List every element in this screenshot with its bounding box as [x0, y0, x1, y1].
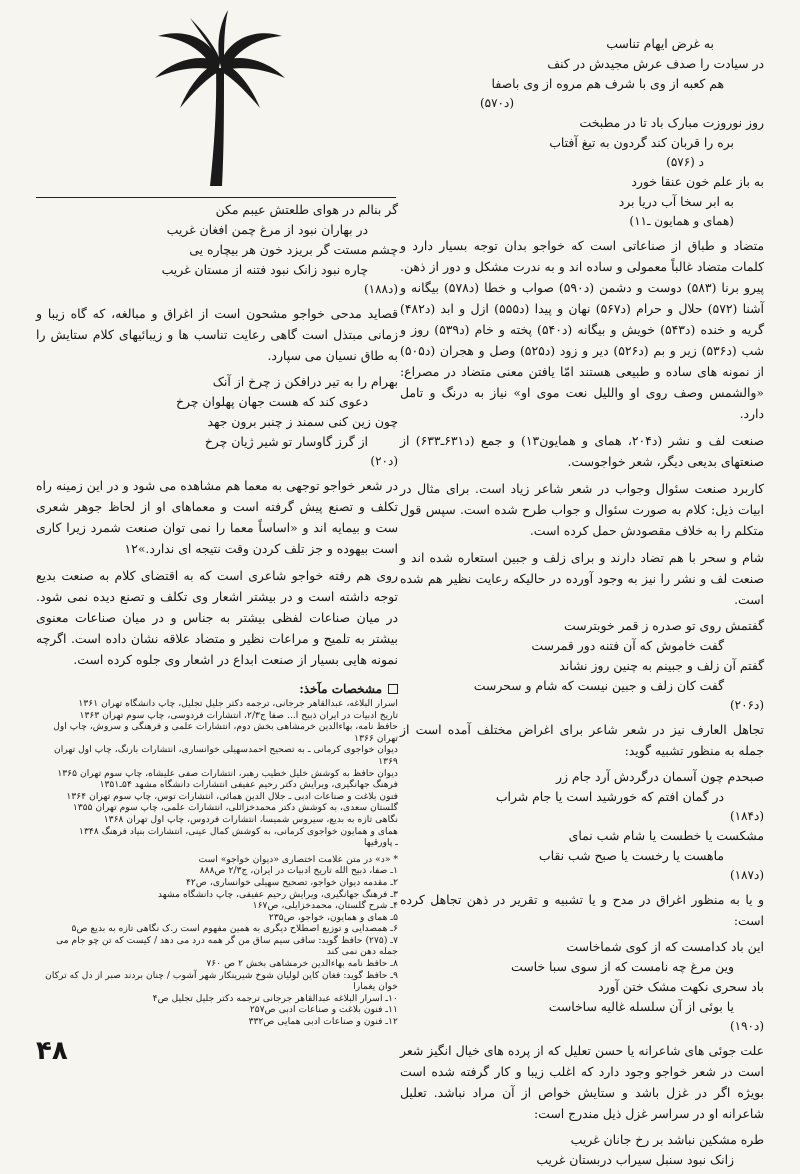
- verse-line: باد سحری نکهت مشک ختن آورد: [597, 979, 764, 994]
- column-divider-rule: [36, 197, 396, 198]
- verse-reference: (د۱۹۰): [729, 1019, 764, 1033]
- verse-line: به غرض ایهام تناسب: [606, 36, 714, 51]
- verse-line: زانک نبود سنبل سیراب دربستان غریب: [536, 1152, 734, 1167]
- reference-item: اسرار البلاغه، عبدالقاهر جرجانی، ترجمه دکتر جلیل تجلیل، چاپ دانشگاه تهران ۱۳۶۱: [78, 698, 398, 709]
- verse-line: به ابر سخا آب دریا برد: [618, 194, 734, 209]
- verse-reference: (د۲۰): [370, 454, 398, 468]
- footnote-item: * «د» در متن علامت اختصاری «دیوان خواجو» است: [198, 853, 398, 865]
- paragraph: شام و سحر با هم تضاد دارند و برای زلف و جبین استعاره شده اند و صنعت لف و نشر را نیز به وجود آورده در حالیکه رعایت نظیر هم شده است.: [400, 550, 764, 607]
- footnote-item: ۳ـ فرهنگ جهانگیری، ویرایش رحیم عفیفی، چاپ دانشگاه مشهد: [157, 888, 398, 900]
- verse-line: گفتم آن زلف و جبینم به چنین روز نشاند: [559, 658, 764, 673]
- poem-block: [400, 1130, 764, 1170]
- poem-block: [36, 200, 398, 299]
- paragraph: روی هم رفته خواجو شاعری است که به اقتضای کلام به صنعت بدیع توجه داشته است و در بیشتر اشعار وی تکلف و تصنع دیده نمی شود. در میان صناعات لفظی بیشتر به جناس و در میان صناعات معنوی بیشتر به تلمیح و مراعات نظیر و متضاد علاقه نشان داده است. اگرچه نمونه هایی بسیار از صنعت ابداع در اشعار وی جلوه کرده است.: [36, 568, 398, 667]
- references-title: [36, 680, 398, 698]
- verse-reference: (د۱۸۴): [729, 809, 764, 823]
- verse-line: این باد کدامست که از کوی شماخاست: [566, 939, 764, 954]
- verse-reference: د (۵۷۶): [666, 155, 704, 169]
- verse-line: بره را قربان کند گردون به تیغ آفتاب: [549, 135, 734, 150]
- footnotes-heading: ـ پاورقیها: [363, 837, 398, 849]
- reference-item: فنون بلاغت و صناعات ادبی ـ جلال الدین همائی، انتشارات توس، چاپ سوم تهران ۱۳۶۴: [66, 790, 398, 802]
- poem-block: [400, 767, 764, 885]
- poem-block: [400, 616, 764, 715]
- footnote-item: ۵ـ همای و همایون، خواجو، ص۲۳۵: [268, 911, 398, 923]
- verse-line: وین مرغ چه نامست که از سوی سبا خاست: [511, 959, 734, 974]
- footnote-item: ۱۰ـ اسرار البلاغه عبدالقاهر جرجانی ترجمه دکتر جلیل تجلیل ص۴: [152, 992, 398, 1004]
- intro-verses: [400, 34, 764, 231]
- reference-item: فرهنگ جهانگیری، ویرایش دکتر رحیم عفیفی انتشارات دانشگاه مشهد ۵۴ـ۱۳۵۱: [99, 779, 398, 791]
- reference-item: دیوان خواجوی کرمانی ـ به تصحیح احمدسهیلی خوانساری، انتشارات بارنگ، چاپ اول تهران ۱۳۶۹: [54, 744, 398, 767]
- verse-line: در سیادت را صدف عرش مجیدش در کنف: [547, 56, 764, 71]
- references-title-text: مشخصات مآخذ:: [299, 682, 382, 696]
- verse-line: به باز علم خون عنقا خورد: [631, 174, 764, 189]
- verse-line: مشکست یا خطست یا شام شب نمای: [568, 828, 764, 843]
- verse-line: گفت خاموش که آن فتنه دور قمرست: [531, 638, 724, 653]
- poem-block: [36, 372, 398, 471]
- paragraph: در شعر خواجو توجهی به معما هم مشاهده می شود و در این زمینه راه تکلف و تصنع پیش گرفته است و معماهای او از لحاظ جوهر شعری ست و بیمایه اند و «اساساً معما را نمی توان صنعت شمرد زیرا کاری است بیهوده و جز تلف کردن وقت نتیجه ای ندارد.»۱۲: [36, 478, 398, 556]
- paragraph: علت جوئی های شاعرانه یا حسن تعلیل که از پرده های خیال انگیز شعر است در شعر خواجو وجود دارد که اغلب زیبا و کار گرفته شده است بویژه اگر در غزل باشد و ستایش خواص از آن مراد نباشد. تعلیل شاعرانه او در سراسر غزل ذیل مندرج است:: [400, 1043, 764, 1121]
- verse-line: یا بوئی از آن سلسله غالیه ساخاست: [548, 999, 734, 1014]
- verse-line: بهرام را به تیر درافکن ز چرخ از آنک: [212, 374, 398, 389]
- footnote-item: ۸ـ حافظ نامه بهاءالدین خرمشاهی بخش ۲ ص ۷۶۰: [206, 958, 398, 970]
- poem-block: [400, 937, 764, 1036]
- footnote-item: ۱۱ـ فنون بلاغت و صناعات ادبی ص۲۵۷: [249, 1004, 398, 1016]
- paragraph: صنعت لف و نشر (د۲۰۴، همای و همایون۱۳) و جمع (د۶۳۱ـ۶۳۳) از صنعتهای بدیعی دیگر، شعر خواجوست.: [400, 433, 764, 469]
- reference-item: گلستان سعدی، به کوشش دکتر محمدخزائلی، انتشارات علمی، چاپ سوم تهران ۱۳۵۵: [72, 802, 398, 814]
- verse-line: از گرز گاوسار تو شیر ژیان چرخ: [204, 434, 368, 449]
- paragraph: قصاید مدحی خواجو مشحون است از اغراق و مبالغه، که گاه زیبا و زمانی مبتذل است گاهی رعایت تناسب ها و زیبائیهای کلام ستایش را به طاق نسیان می سپارد.: [36, 306, 398, 363]
- verse-line: در گمان افتم که خورشید است یا جام شراب: [495, 789, 724, 804]
- page-number: ۴۸: [36, 1036, 68, 1066]
- verse-line: چشم مستت گر بریزد خون هر بیچاره یی: [189, 242, 398, 257]
- footnote-item: ۱۲ـ فنون و صناعات ادبی همایی ص۳۳۲: [248, 1016, 398, 1028]
- verse-line: گفتمش روی تو صدره ز قمر خوبترست: [563, 618, 764, 633]
- verse-reference: (د۱۸۸): [363, 282, 398, 296]
- paragraph: کاربرد صنعت سئوال وجواب در شعر شاعر زیاد است. برای مثال در ابیات ذیل: کلام به صورت سئوال و جواب طرح شده است. سپس قول متکلم را به خلاف مقصودش حمل کرده است.: [400, 481, 764, 538]
- square-bullet-icon: [388, 684, 398, 694]
- verse-line: هم کعبه از وی با شرف هم مروه از وی باصفا: [491, 76, 724, 91]
- reference-item: دیوان حافظ به کوشش خلیل خطیب رهبر، انتشارات صفی علیشاه، چاپ سوم تهران ۱۳۶۵: [57, 767, 398, 779]
- paragraph: تجاهل العارف نیز در شعر شاعر برای اغراض مختلف آمده است از جمله به منظور تشبیه گوید:: [400, 722, 764, 758]
- palm-tree-illustration: [150, 8, 290, 188]
- verse-reference: (د۲۰۶): [729, 698, 764, 712]
- verse-reference: (همای و همایون ـ۱۱): [629, 214, 734, 228]
- paragraph: متضاد و طباق از صناعاتی است که خواجو بدان توجه بسیار دارد و کلمات متضاد غالباً معمولی و ساده اند و به ندرت مشکل و دور از ذهن. پیرو برنا (۵۸۳) دوست و دشمن (د۵۹۰) صواب و خطا (د۵۷۸) بیگانه و آشنا (۵۷۲) حلال و حرام (د۵۶۷) نهان و پیدا (د۵۵۵) ازل و ابد (د۴۸۲) گریه و خنده (د۵۴۳) خویش و بیگانه (د۵۴۰) پخته و خام (د۵۳۹) روز و شب (د۵۳۶) زیر و بم (د۵۲۶) دیر و زود (د۵۲۵) وصل و هجران (د۵۰۵) از نمونه های ساده و طبیعی هستند امّا یافتن معنی متضاد در مصراع: «والشمس وصف روی او واللیل نعت موی او» نیاز به درنگ و تامل دارد.: [400, 238, 765, 421]
- footnote-item: ۱ـ صفا، ذبیح الله تاریخ ادبیات در ایران، ج۲/۳ ص۸۸۸: [199, 865, 398, 877]
- footnote-item: ۶ـ همصدایی و توزیع اصطلاح دیگری به همین مفهوم است ر.ک نگاهی تازه به بدیع ص۵: [71, 923, 398, 935]
- footnote-item: ۲ـ مقدمه دیوان خواجو، تصحیح سهیلی خوانساری، ص۴۲: [185, 876, 398, 888]
- verse-line: در بهاران نبود از مرغ چمن افغان غریب: [166, 222, 368, 237]
- verse-line: صبحدم چون آسمان درگردش آرد جام زر: [556, 769, 764, 784]
- verse-line: چاره نبود زانک نبود فتنه از مستان غریب: [161, 262, 368, 277]
- verse-reference: (د۵۷۰): [479, 96, 514, 110]
- reference-item: حافظ نامه، بهاءالدین خرمشاهی بخش دوم، انتشارات علمی و فرهنگی و سروش، چاپ اول تهران ۱۳۶۶: [53, 721, 398, 744]
- verse-line: طره مشکین نباشد بر رخ جانان غریب: [570, 1132, 764, 1147]
- verse-line: چون زین کنی سمند ز چنبر برون جهد: [207, 414, 398, 429]
- footnote-item: ۴ـ شرح گلستان، محمدخزایلی، ص۱۶۷: [252, 900, 398, 912]
- verse-line: ماهست یا رخست یا صبح شب نقاب: [538, 848, 724, 863]
- left-column: [36, 200, 398, 1028]
- verse-line: گفت کان زلف و جبین نیست که شام و سحرست: [473, 678, 724, 693]
- verse-line: گر بنالم در هوای طلعتش عیبم مکن: [215, 202, 398, 217]
- footnote-item: ۷ـ (۲۷۵) حافظ گوید: ساقی سیم ساق من گر همه درد می دهد / کیست که تن چو جام می جمله دهن نمی کند: [56, 934, 398, 958]
- right-column: [400, 34, 764, 1174]
- verse-reference: (د۱۸۷): [729, 868, 764, 882]
- footnote-item: ۹ـ حافظ گوید: فغان کاین لولیان شوخ شیرینکار شهر آشوب / چنان بردند صبر از دل که ترکان خوان یغمارا: [45, 969, 398, 993]
- reference-item: نگاهی تازه به بدیع، سیروس شمیسا، انتشارات فردوس، چاپ اول تهران ۱۳۶۸: [103, 813, 398, 825]
- reference-item: همای و همایون خواجوی کرمانی، به کوشش کمال عینی، انتشارات بنیاد فرهنگ ۱۳۴۸: [79, 825, 398, 837]
- references-section: [36, 680, 398, 1028]
- verse-line: روز نوروزت مبارک باد تا در مطبخت: [579, 115, 764, 130]
- paragraph: و یا به منظور اغراق در مدح و یا تشبیه و تقریر در ذهن تجاهل کرده است:: [400, 892, 764, 928]
- reference-item: تاریخ ادبیات در ایران ذبیح ا... صفا ج۲/۳، انتشارات فردوسی، چاپ سوم تهران ۱۳۶۳: [79, 709, 398, 721]
- verse-line: دعوی کند که هست جهان پهلوان چرخ: [175, 394, 368, 409]
